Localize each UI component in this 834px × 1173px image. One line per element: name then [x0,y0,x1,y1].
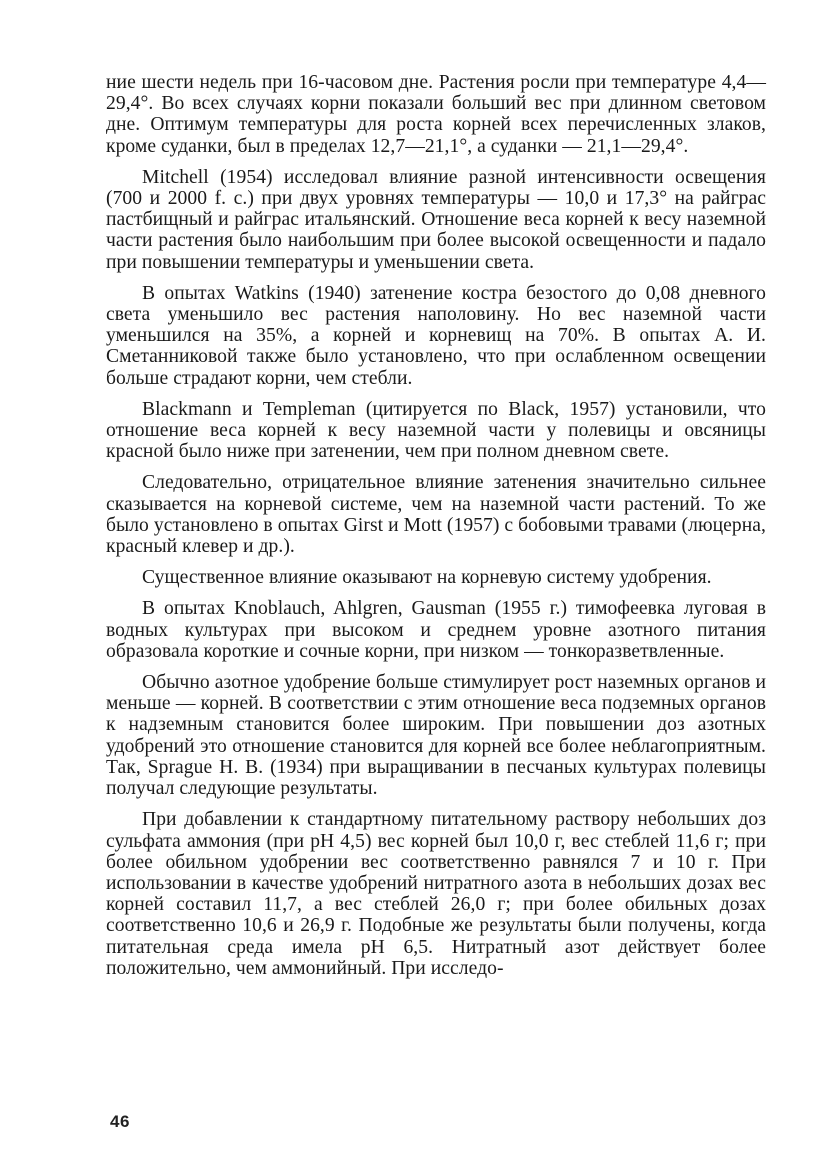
page-number: 46 [110,1112,130,1131]
paragraph-watkins: В опытах Watkins (1940) затенение костра безостого до 0,08 дневного света уменьшило вес растения наполовину. Но вес наземной части уменьшился на 35%, а корней и корневищ на 70%. В опытах А. И. Сметанниковой также было установлено, что при ослабленном освещении больше страдают корни, чем стебли. [106,282,766,389]
paragraph-sprague-results: При добавлении к стандартному питательному раствору небольших доз сульфата аммония (при pH 4,5) вес корней был 10,0 г, вес стеблей 11,6 г; при более обильном удобрении вес соответственно равнялся 7 и 10 г. При использовании в качестве удобрений нитратного азота в небольших дозах вес корней составил 11,7, а вес стеблей 26,0 г; при более обильных дозах соответственно 10,6 и 26,9 г. Подобные же результаты были получены, когда питательная среда имела pH 6,5. Нитратный азот действует более положительно, чем аммонийный. При исследо- [106,809,766,979]
paragraph-blackmann: Blackmann и Templeman (цитируется по Black, 1957) установили, что отношение веса корней к весу наземной части у полевицы и овсяницы красной было ниже при затенении, чем при полном дневном свете. [106,398,766,463]
paragraph-conclusion-shading: Следовательно, отрицательное влияние затенения значительно сильнее сказывается на корневой системе, чем на наземной части растений. То же было установлено в опытах Girst и Mott (1957) с бобовыми травами (люцерна, красный клевер и др.). [106,472,766,558]
paragraph-knoblauch: В опытах Knoblauch, Ahlgren, Gausman (1955 г.) тимофеевка луговая в водных культурах при высоком и среднем уровне азотного питания образовала короткие и сочные корни, при низком — тонкоразветвленные. [106,598,766,662]
paragraph-fertilizer-intro: Существенное влияние оказывают на корневую систему удобрения. [142,567,712,589]
paragraph-nitrogen: Обычно азотное удобрение больше стимулирует рост наземных органов и меньше — корней. В соответствии с этим отношение веса подземных органов к надземным становится более широким. При повышении доз азотных удобрений это отношение становится для корней все более неблагоприятным. Так, Sprague H. B. (1934) при выращивании в песчаных культурах полевицы получал следующие результаты. [106,672,766,800]
paragraph-mitchell: Mitchell (1954) исследовал влияние разной интенсивности освещения (700 и 2000 f. c.) при двух уровнях температуры — 10,0 и 17,3° на райграс пастбищный и райграс итальянский. Отношение веса корней к весу наземной части растения было наибольшим при более высокой освещенности и падало при повышении температуры и уменьшении света. [106,166,766,273]
document-page [106,72,766,1112]
paragraph-continuation: ние шести недель при 16-часовом дне. Растения росли при температуре 4,4—29,4°. Во всех случаях корни показали больший вес при длинном световом дне. Оптимум температуры для роста корней всех перечисленных злаков, кроме суданки, был в пределах 12,7—21,1°, а суданки — 21,1—29,4°. [106,72,766,157]
